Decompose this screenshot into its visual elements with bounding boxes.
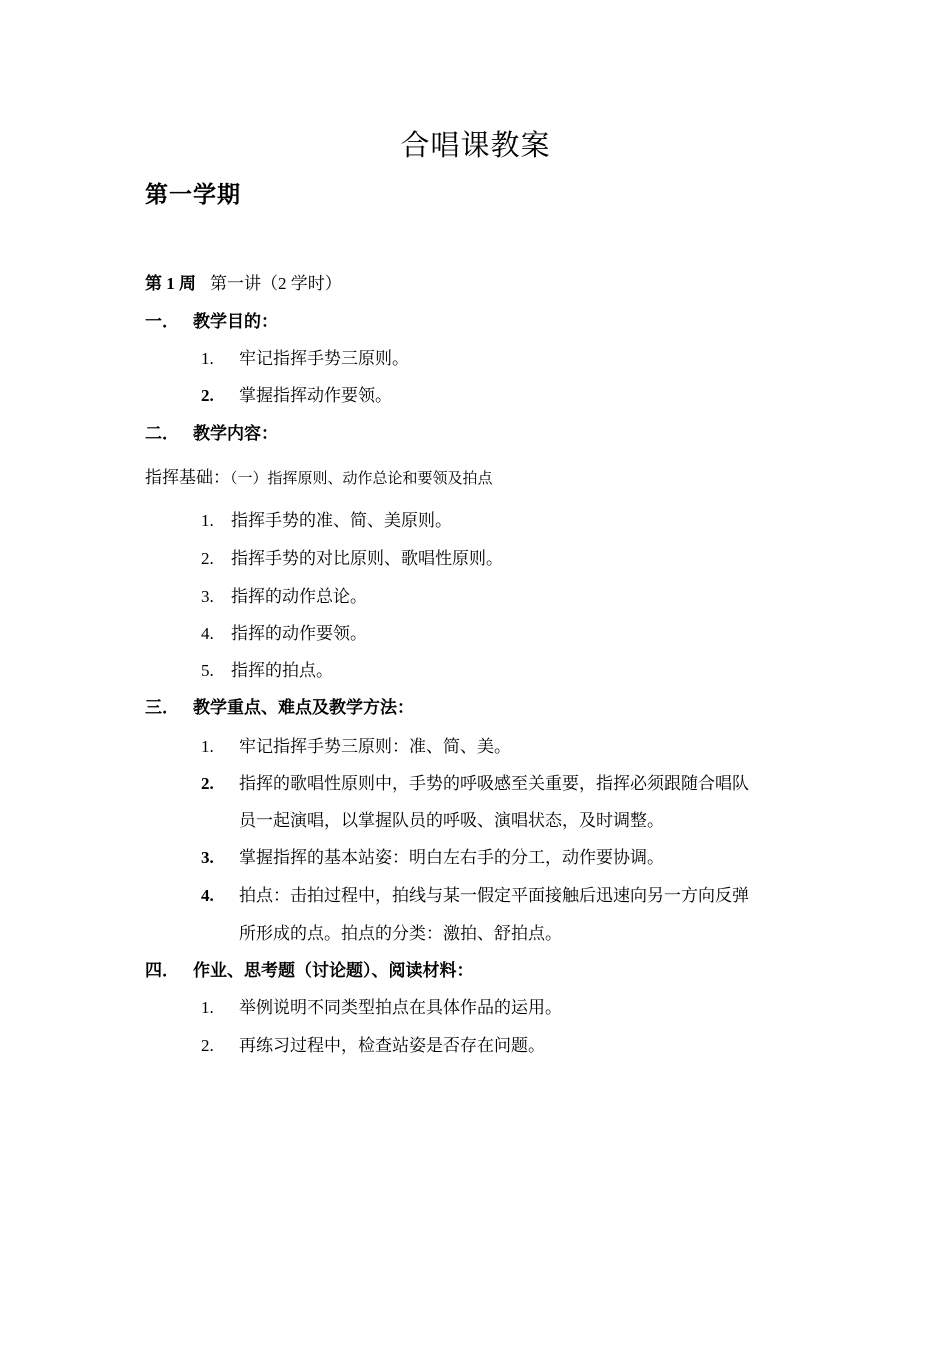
content-intro xyxy=(145,467,493,489)
item-number: 2. xyxy=(201,774,214,793)
list-item xyxy=(201,548,503,570)
term-heading: 第一学期 xyxy=(145,182,241,208)
item-number: 4. xyxy=(201,886,214,905)
list-item xyxy=(201,623,367,645)
list-item-continuation xyxy=(239,810,664,832)
intro-lead: 指挥基础： xyxy=(145,468,230,488)
section-number: 三． xyxy=(145,698,179,717)
item-number: 4. xyxy=(201,624,214,643)
list-item xyxy=(201,348,409,370)
item-text: 掌握指挥动作要领。 xyxy=(239,386,392,406)
item-text: 员一起演唱，以掌握队员的呼吸、演唱状态，及时调整。 xyxy=(239,811,664,831)
item-text: 再练习过程中，检查站姿是否存在问题。 xyxy=(239,1036,545,1056)
week-line xyxy=(145,273,342,295)
item-number: 1. xyxy=(201,349,214,368)
item-text: 指挥手势的准、简、美原则。 xyxy=(231,511,452,531)
item-number: 2. xyxy=(201,386,214,405)
item-text: 牢记指挥手势三原则：准、简、美。 xyxy=(239,737,511,757)
section-number: 四． xyxy=(145,961,179,980)
list-item xyxy=(201,736,511,758)
list-item xyxy=(201,847,664,869)
item-text: 所形成的点。拍点的分类：激拍、舒拍点。 xyxy=(239,924,562,944)
item-number: 2. xyxy=(201,1036,214,1055)
item-text: 指挥的动作要领。 xyxy=(231,624,367,644)
list-item-continuation xyxy=(239,923,562,945)
item-text: 指挥的动作总论。 xyxy=(231,587,367,607)
list-item xyxy=(201,885,749,907)
document-title: 合唱课教案 xyxy=(400,128,551,162)
section-title: 教学内容： xyxy=(193,424,278,444)
list-item xyxy=(201,510,452,532)
item-number: 1. xyxy=(201,737,214,756)
item-text: 指挥的拍点。 xyxy=(231,661,333,681)
section-heading xyxy=(145,311,278,333)
item-text: 掌握指挥的基本站姿：明白左右手的分工，动作要协调。 xyxy=(239,848,664,868)
item-number: 5. xyxy=(201,661,214,680)
list-item xyxy=(201,1035,545,1057)
section-title: 教学目的： xyxy=(193,312,278,332)
item-number: 1. xyxy=(201,511,214,530)
section-heading xyxy=(145,423,278,445)
item-number: 3. xyxy=(201,848,214,867)
list-item xyxy=(201,773,749,795)
section-heading xyxy=(145,960,474,982)
item-text: 拍点：击拍过程中，拍线与某一假定平面接触后迅速向另一方向反弹 xyxy=(239,886,749,906)
week-label: 第 1 周 xyxy=(145,274,196,293)
section-heading xyxy=(145,697,414,719)
list-item xyxy=(201,385,392,407)
item-number: 3. xyxy=(201,587,214,606)
item-text: 指挥的歌唱性原则中，手势的呼吸感至关重要，指挥必须跟随合唱队 xyxy=(239,774,749,794)
section-number: 二． xyxy=(145,424,179,443)
intro-rest: （一）指挥原则、动作总论和要领及拍点 xyxy=(230,469,493,487)
item-text: 指挥手势的对比原则、歌唱性原则。 xyxy=(231,549,503,569)
section-title: 教学重点、难点及教学方法： xyxy=(193,698,414,718)
item-number: 2. xyxy=(201,549,214,568)
item-text: 举例说明不同类型拍点在具体作品的运用。 xyxy=(239,998,562,1018)
item-number: 1. xyxy=(201,998,214,1017)
item-text: 牢记指挥手势三原则。 xyxy=(239,349,409,369)
section-title: 作业、思考题（讨论题）、阅读材料： xyxy=(193,961,474,981)
list-item xyxy=(201,997,562,1019)
lecture-label: 第一讲（2 学时） xyxy=(210,274,342,293)
list-item xyxy=(201,586,367,608)
list-item xyxy=(201,660,333,682)
section-number: 一． xyxy=(145,312,179,331)
